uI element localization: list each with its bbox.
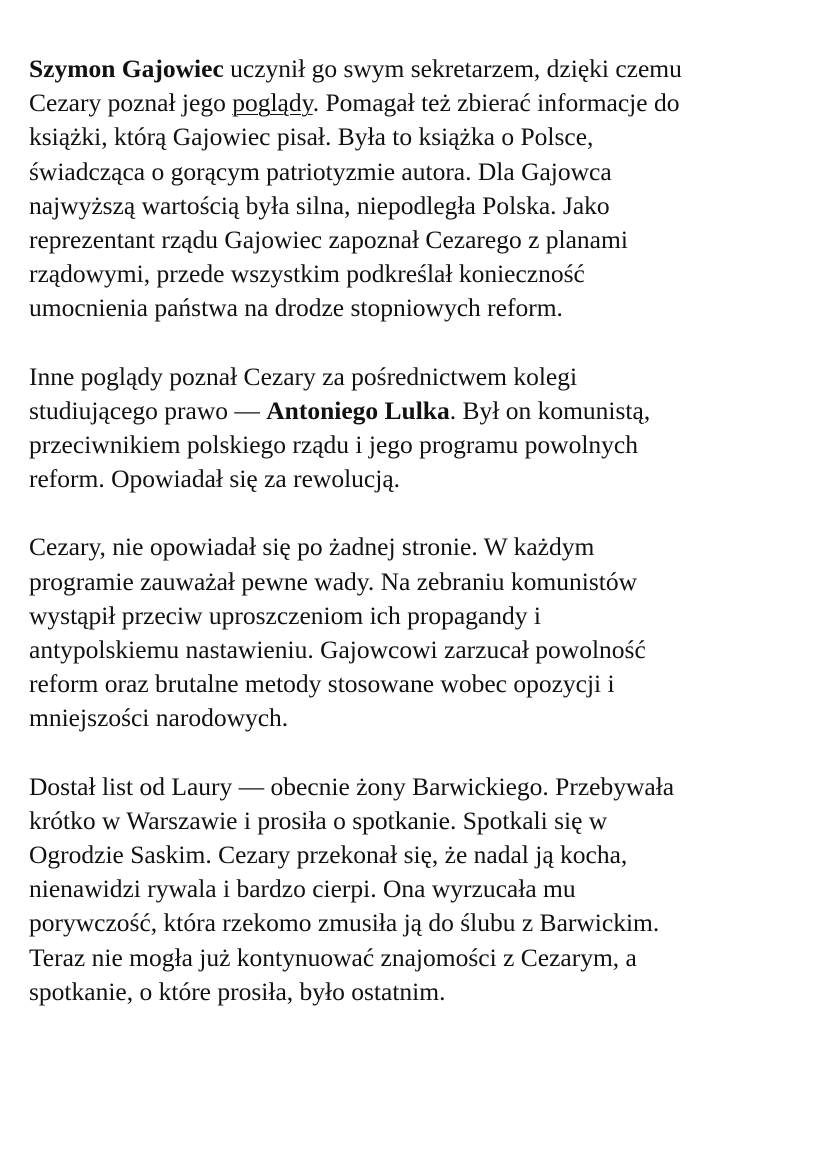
- text-line: przeciwnikiem polskiego rządu i jego programu powolnych: [29, 430, 638, 460]
- text-line: studiującego prawo — Antoniego Lulka. Był on komunistą,: [29, 395, 651, 425]
- text-line: Teraz nie mogła już kontynuować znajomości z Cezarym, a: [29, 942, 637, 972]
- paragraph-cezary-stance: [29, 530, 804, 735]
- text-line: książki, którą Gajowiec pisał. Była to książka o Polsce,: [29, 122, 594, 152]
- text-line: reform. Opowiadał się za rewolucją.: [29, 464, 401, 494]
- bold-name-lulek: Antoniego Lulka: [266, 395, 450, 425]
- text-line: świadcząca o gorącym patriotyzmie autora. Dla Gajowca: [29, 156, 612, 186]
- text-line: Inne poglądy poznał Cezary za pośrednictwem kolegi: [29, 361, 578, 391]
- text-line: Cezary poznał jego poglądy. Pomagał też zbierać informacje do: [29, 88, 680, 118]
- text-line: nienawidzi rywala i bardzo cierpi. Ona wyrzucała mu: [29, 874, 576, 904]
- paragraph-laura: [29, 770, 804, 1009]
- text-line: Szymon Gajowiec uczynił go swym sekretarzem, dzięki czemu: [29, 54, 682, 83]
- text-line: rządowymi, przede wszystkim podkreślał konieczność: [29, 259, 585, 289]
- text-line: Ogrodzie Saskim. Cezary przekonał się, że nadal ją kocha,: [29, 840, 628, 870]
- text-line: reprezentant rządu Gajowiec zapoznał Cezarego z planami: [29, 225, 628, 255]
- text-line: wystąpił przeciw uproszczeniom ich propagandy i: [29, 600, 541, 630]
- text-line: najwyższą wartością była silna, niepodległa Polska. Jako: [29, 190, 610, 220]
- text-line: Dostał list od Laury — obecnie żony Barwickiego. Przebywała: [29, 771, 675, 801]
- underlined-word-poglady[interactable]: poglądy: [232, 88, 313, 118]
- text-line: reform oraz brutalne metody stosowane wobec opozycji i: [29, 669, 615, 699]
- document-page: [29, 52, 804, 1043]
- text-line: mniejszości narodowych.: [29, 703, 289, 733]
- paragraph-gajowiec: [29, 52, 804, 326]
- text-line: umocnienia państwa na drodze stopniowych reform.: [29, 293, 563, 323]
- text-line: porywczość, która rzekomo zmusiła ją do ślubu z Barwickim.: [29, 908, 660, 938]
- text-line: spotkanie, o które prosiła, było ostatnim.: [29, 976, 446, 1006]
- text-line: Cezary, nie opowiadał się po żadnej stronie. W każdym: [29, 532, 595, 562]
- text-line: programie zauważał pewne wady. Na zebraniu komunistów: [29, 566, 637, 596]
- text-line: antypolskiemu nastawieniu. Gajowcowi zarzucał powolność: [29, 635, 646, 665]
- paragraph-lulek: [29, 360, 804, 497]
- bold-name-gajowiec: Szymon Gajowiec: [29, 54, 224, 83]
- text-line: krótko w Warszawie i prosiła o spotkanie. Spotkali się w: [29, 805, 608, 835]
